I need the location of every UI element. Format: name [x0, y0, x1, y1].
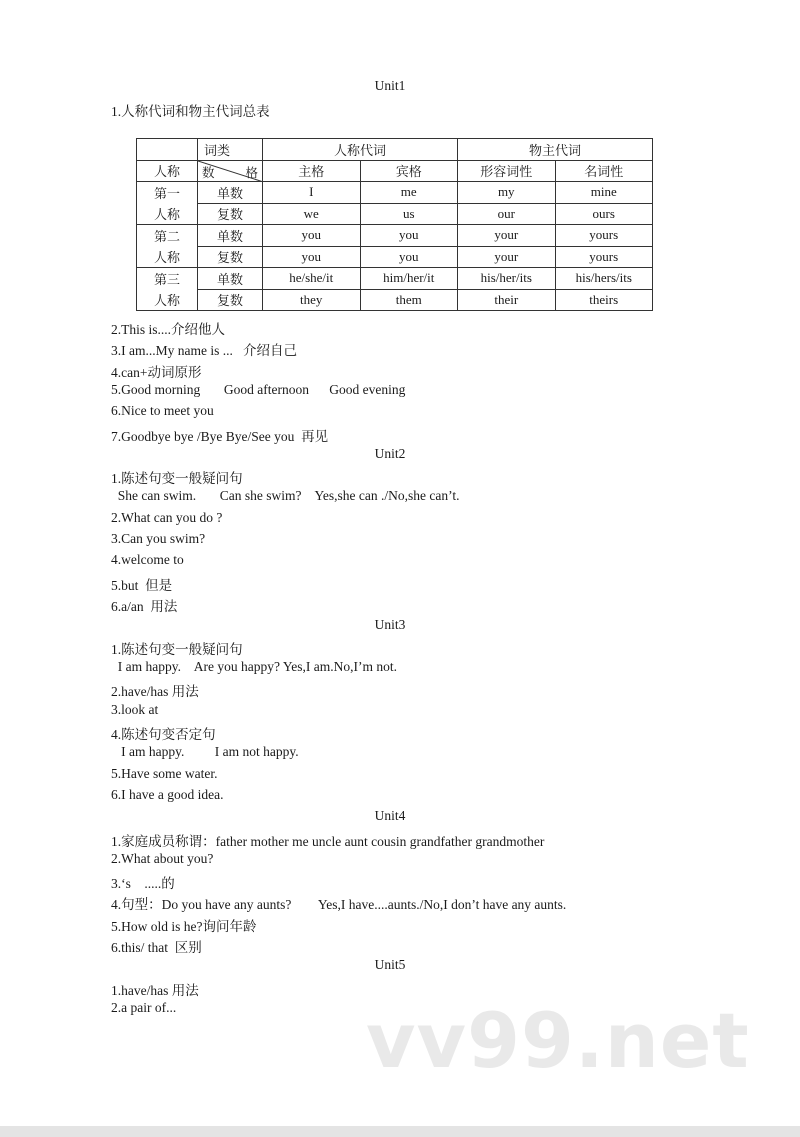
subjective-cell: he/she/it [263, 268, 361, 290]
unit2-item: 5.but 但是 [111, 578, 173, 593]
header-number: 数 [202, 165, 215, 180]
adjectival-cell: our [458, 203, 556, 225]
header-diagonal-cell [198, 160, 263, 182]
table-row [137, 289, 653, 311]
unit4-title: Unit4 [374, 808, 406, 823]
unit1-heading: 1.人称代词和物主代词总表 [111, 104, 270, 119]
subjective-cell: you [263, 225, 361, 247]
unit4-item: 1.家庭成员称谓：father mother me uncle aunt cousin grandfather grandmother [111, 834, 545, 849]
unit3-item: 4.陈述句变否定句 [111, 727, 216, 742]
objective-cell: us [360, 203, 458, 225]
nominal-cell: his/hers/its [555, 268, 653, 290]
unit4-item: 2.What about you? [111, 851, 214, 866]
unit2-title: Unit2 [374, 446, 406, 461]
person-cell: 人称 [137, 203, 198, 225]
number-cell: 单数 [198, 182, 263, 204]
number-cell: 复数 [198, 246, 263, 268]
objective-cell: you [360, 225, 458, 247]
unit2-item: 1.陈述句变一般疑问句 [111, 471, 243, 486]
table-corner-empty [137, 139, 198, 161]
unit5-item: 2.a pair of... [111, 1000, 177, 1015]
table-row [137, 182, 653, 204]
unit4-item: 6.this/ that 区别 [111, 940, 202, 955]
objective-cell: him/her/it [360, 268, 458, 290]
page-bottom-edge [0, 1126, 800, 1137]
unit3-title: Unit3 [374, 617, 406, 632]
person-cell: 第三 [137, 268, 198, 290]
objective-cell: them [360, 289, 458, 311]
objective-cell: you [360, 246, 458, 268]
header-possessive-pronoun: 物主代词 [458, 139, 653, 161]
subjective-cell: you [263, 246, 361, 268]
adjectival-cell: your [458, 246, 556, 268]
table-row [137, 203, 653, 225]
unit1-item: 6.Nice to meet you [111, 403, 214, 418]
nominal-cell: theirs [555, 289, 653, 311]
subjective-cell: they [263, 289, 361, 311]
unit5-item: 1.have/has 用法 [111, 983, 199, 998]
header-personal-pronoun: 人称代词 [263, 139, 458, 161]
adjectival-cell: his/her/its [458, 268, 556, 290]
unit5-title: Unit5 [374, 957, 406, 972]
number-cell: 单数 [198, 268, 263, 290]
header-objective: 宾格 [360, 160, 458, 182]
header-subjective: 主格 [263, 160, 361, 182]
watermark: vv99.net [366, 996, 750, 1085]
unit1-item: 3.I am...My name is ... 介绍自己 [111, 343, 297, 358]
unit2-item: 4.welcome to [111, 552, 184, 567]
subjective-cell: we [263, 203, 361, 225]
unit3-item: 6.I have a good idea. [111, 787, 224, 802]
unit1-item: 4.can+动词原形 [111, 365, 202, 380]
unit1-item: 2.This is....介绍他人 [111, 322, 226, 337]
unit3-item: 1.陈述句变一般疑问句 [111, 642, 243, 657]
unit2-item: 6.a/an 用法 [111, 599, 178, 614]
nominal-cell: ours [555, 203, 653, 225]
unit3-item: I am happy. Are you happy? Yes,I am.No,I’m not. [111, 659, 397, 674]
unit1-title: Unit1 [374, 78, 406, 93]
header-person: 人称 [137, 160, 198, 182]
header-cilei: 词类 [198, 139, 263, 161]
nominal-cell: yours [555, 246, 653, 268]
unit3-item: 3.look at [111, 702, 159, 717]
adjectival-cell: my [458, 182, 556, 204]
number-cell: 单数 [198, 225, 263, 247]
unit2-item: She can swim. Can she swim? Yes,she can ./No,she can’t. [111, 488, 460, 503]
table-row [137, 225, 653, 247]
unit4-item: 3.‘s .....的 [111, 876, 175, 891]
unit3-item: 5.Have some water. [111, 766, 218, 781]
adjectival-cell: your [458, 225, 556, 247]
person-cell: 人称 [137, 289, 198, 311]
header-adjectival: 形容词性 [458, 160, 556, 182]
unit3-item: I am happy. I am not happy. [111, 744, 299, 759]
number-cell: 复数 [198, 289, 263, 311]
adjectival-cell: their [458, 289, 556, 311]
unit2-item: 2.What can you do ? [111, 510, 223, 525]
table-row [137, 268, 653, 290]
person-cell: 第二 [137, 225, 198, 247]
unit1-item: 7.Goodbye bye /Bye Bye/See you 再见 [111, 429, 329, 444]
header-case: 格 [245, 165, 258, 180]
unit4-item: 5.How old is he?询问年龄 [111, 919, 257, 934]
header-nominal: 名词性 [555, 160, 653, 182]
unit1-item: 5.Good morning Good afternoon Good evening [111, 382, 406, 397]
unit4-item: 4.句型：Do you have any aunts? Yes,I have....aunts./No,I don’t have any aunts. [111, 897, 567, 912]
number-cell: 复数 [198, 203, 263, 225]
person-cell: 第一 [137, 182, 198, 204]
pronoun-table [136, 138, 653, 311]
subjective-cell: I [263, 182, 361, 204]
nominal-cell: yours [555, 225, 653, 247]
unit2-item: 3.Can you swim? [111, 531, 206, 546]
table-row [137, 246, 653, 268]
nominal-cell: mine [555, 182, 653, 204]
person-cell: 人称 [137, 246, 198, 268]
objective-cell: me [360, 182, 458, 204]
unit3-item: 2.have/has 用法 [111, 684, 199, 699]
